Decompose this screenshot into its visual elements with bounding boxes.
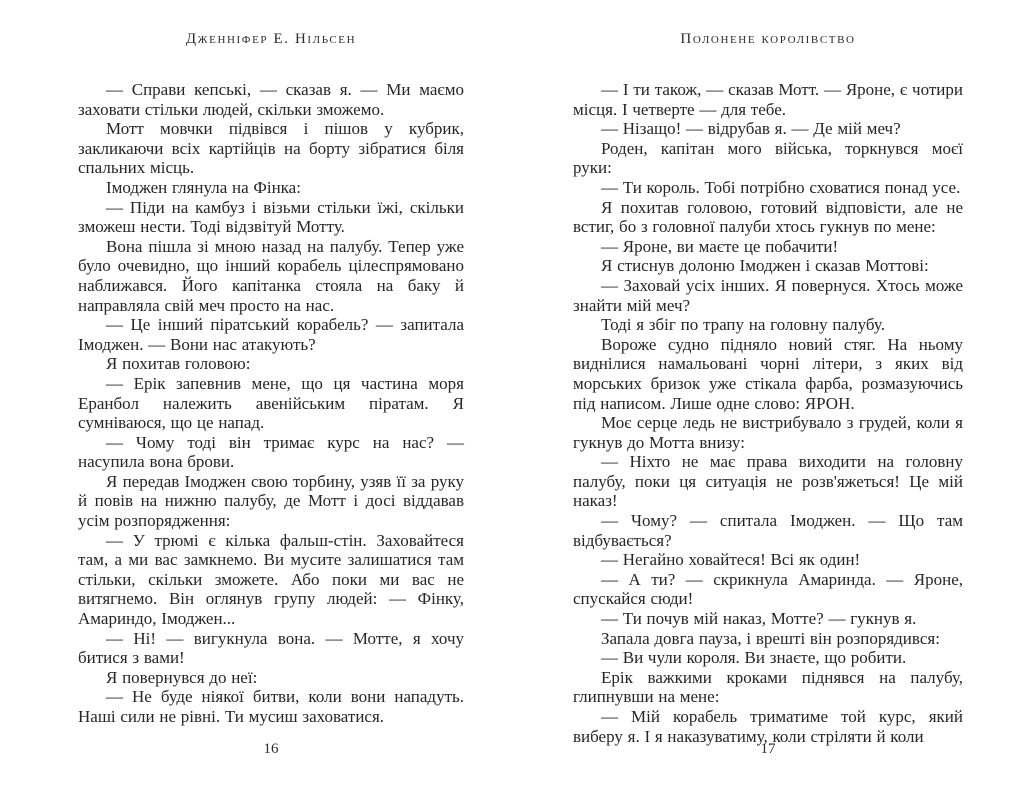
paragraph: — Заховай усіх інших. Я повернуся. Хтось може знайти мій меч? [573,275,963,315]
paragraph: Ерік важкими кроками піднявся на палубу, глипнувши на мене: [573,667,963,707]
paragraph: — Чому? — спитала Імоджен. — Що там відбувається? [573,511,963,550]
paragraph: Моє серце ледь не вистрибувало з грудей, коли я гукнув до Мотта внизу: [573,413,963,452]
paragraph: — Ерік запевнив мене, що ця частина моря Еранбол належить авенійським піратам. Я сумніваюся, що це напад. [78,373,464,433]
page-number-left: 16 [263,741,279,757]
paragraph: — Нізащо! — відрубав я. — Де мій меч? [601,119,901,139]
page-number-right: 17 [760,741,776,757]
paragraph: Я стиснув долоню Імоджен і сказав Моттові: [601,256,929,276]
page-text-left [78,80,464,727]
page-text-right [573,80,963,746]
paragraph: — Ти король. Тобі потрібно сховатися понад усе. [601,177,961,197]
paragraph: Я похитав головою, готовий відповісти, але не встиг, бо з головної палуби хтось гукнув по мене: [573,197,963,237]
paragraph: Вороже судно підняло новий стяг. На ньому виднілися намальовані чорні літери, з яких від морських бризок уже стікала фарба, розмазуючись під написом. Лише одне слово: ЯРОН. [573,334,963,413]
paragraph: — Піди на камбуз і візьми стільки їжі, скільки зможеш нести. Тоді відзвітуй Мотту. [78,197,464,237]
paragraph: Я повернувся до неї: [106,667,258,687]
paragraph: — Це інший піратський корабель? — запитала Імоджен. — Вони нас атакують? [78,315,464,354]
paragraph: Імоджен глянула на Фінка: [106,177,301,197]
paragraph: Тоді я збіг по трапу на головну палубу. [601,315,885,335]
paragraph: — Не буде ніякої битви, коли вони нападуть. Наші сили не рівні. Ти мусиш заховатися. [78,687,464,726]
page-right [573,0,963,788]
paragraph: Роден, капітан мого війська, торкнувся моєї руки: [573,138,963,178]
paragraph: — І ти також, — сказав Мотт. — Яроне, є чотири місця. І четверте — для тебе. [573,80,963,119]
paragraph: — Ніхто не має права виходити на головну палубу, поки ця ситуація не розв'яжеться! Це мій наказ! [573,452,963,511]
paragraph: — Чому тоді він тримає курс на нас? — насупила вона брови. [78,432,464,472]
paragraph: — У трюмі є кілька фальш-стін. Заховайтеся там, а ми вас замкнемо. Ви мусите залишатися там стільки, скільки зможете. Або поки ми вас не витягнемо. Він оглянув групу людей: — Фінку, Амариндо, Імоджен... [78,530,464,629]
paragraph: — Ні! — вигукнула вона. — Мотте, я хочу битися з вами! [78,628,464,668]
paragraph: Я передав Імоджен свою торбину, узяв її за руку й повів на нижню палубу, де Мотт і досі віддавав усім розпорядження: [78,471,464,531]
paragraph: — Ти почув мій наказ, Мотте? — гукнув я. [601,609,917,629]
paragraph: Вона пішла зі мною назад на палубу. Тепер уже було очевидно, що інший корабель цілеспрямовано наближався. Його капітанка стояла на баку й направляла свій меч просто на нас. [78,236,464,315]
paragraph: — Ви чули короля. Ви знаєте, що робити. [601,648,907,668]
paragraph: Запала довга пауза, і врешті він розпорядився: [601,628,940,648]
paragraph: — Негайно ховайтеся! Всі як один! [601,550,861,570]
paragraph: — Яроне, ви маєте це побачити! [601,236,839,256]
page-left [78,0,464,788]
running-header-title: Полонене королівство [680,31,856,47]
paragraph: Я похитав головою: [106,354,251,374]
paragraph: — Мій корабель триматиме той курс, який виберу я. І я наказуватиму, коли стріляти й коли [573,707,963,746]
paragraph: Мотт мовчки підвівся і пішов у кубрик, закликаючи всіх картійців на борту зібратися біля спальних місць. [78,119,464,178]
running-header-author: Дженніфер Е. Нільсен [185,31,357,47]
paragraph: — А ти? — скрикнула Амаринда. — Яроне, спускайся сюди! [573,569,963,609]
paragraph: — Справи кепські, — сказав я. — Ми маємо заховати стільки людей, скільки зможемо. [78,80,464,119]
